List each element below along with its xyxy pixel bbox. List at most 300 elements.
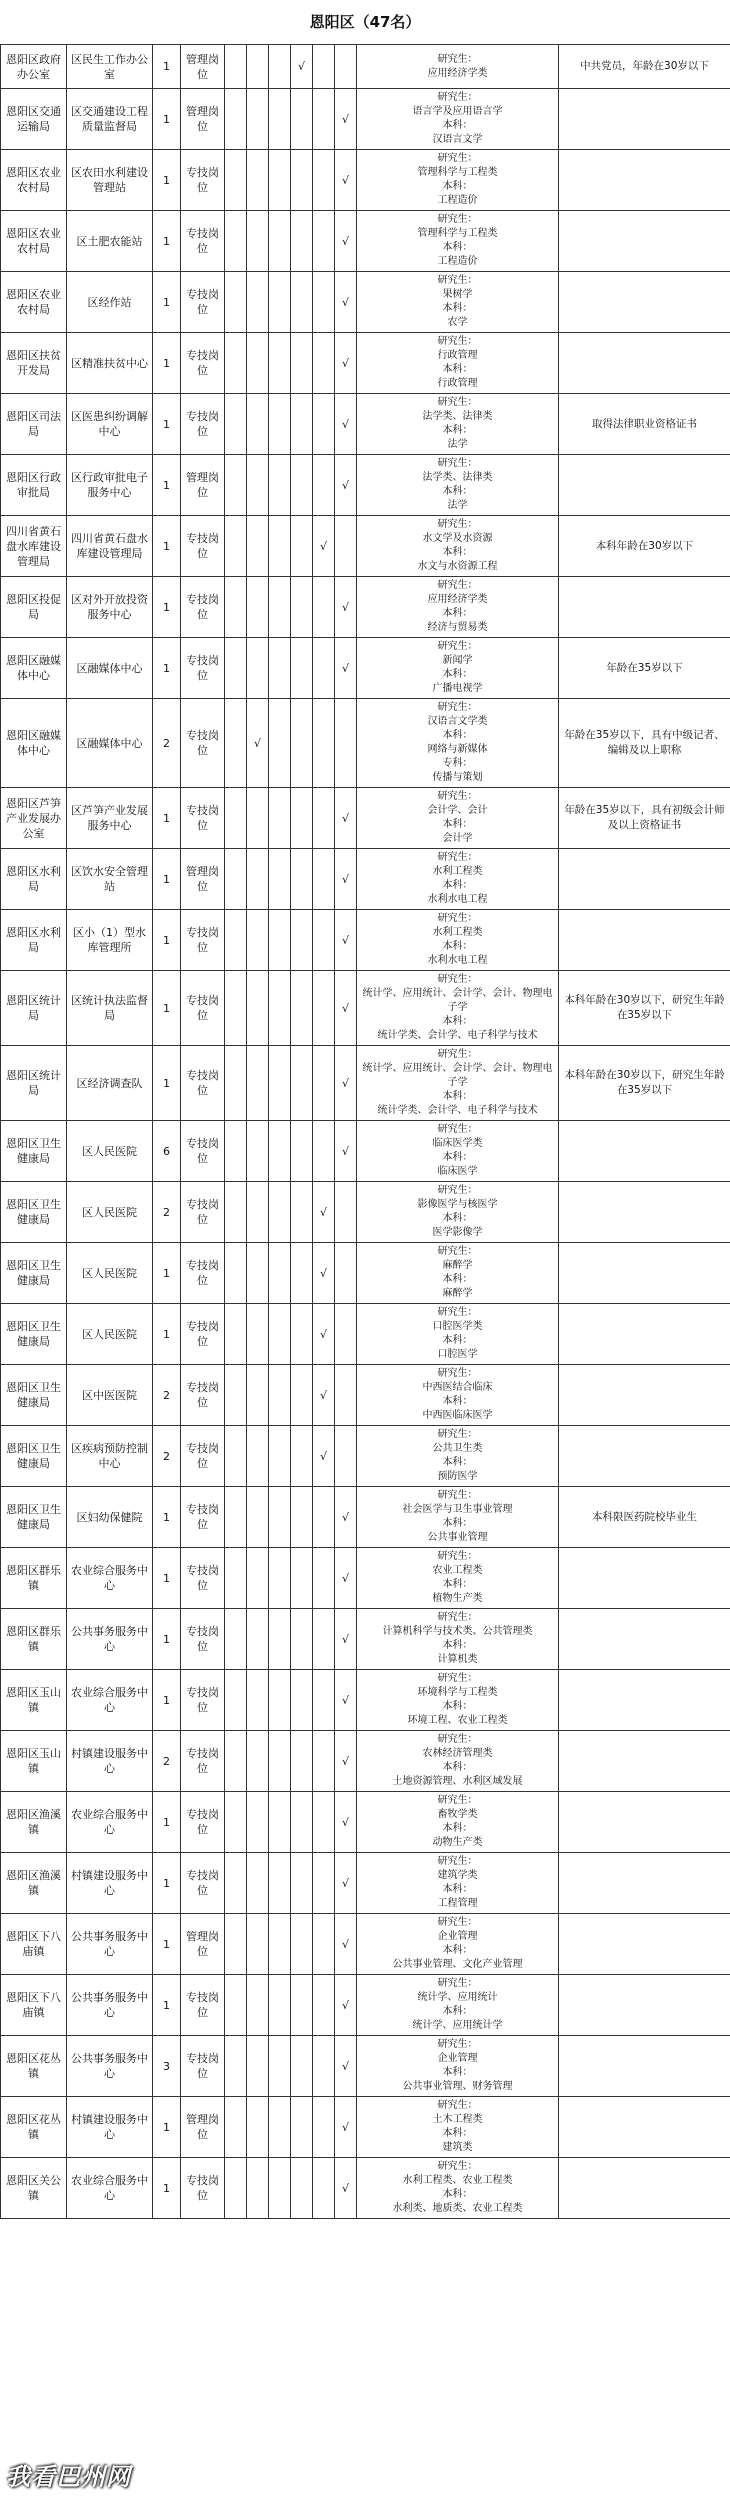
note-cell	[559, 1426, 730, 1487]
table-row	[1, 1548, 730, 1609]
quota-cell: 1	[153, 1548, 181, 1609]
check-cell	[291, 1670, 313, 1731]
major-cell	[357, 1975, 559, 2036]
major-line: 植物生产类	[432, 1593, 483, 1604]
check-cell	[269, 1670, 291, 1731]
check-cell	[247, 1975, 269, 2036]
post-type-cell: 专技岗位	[181, 2036, 225, 2097]
note-cell: 本科年龄在30岁以下，研究生年龄在35岁以下	[559, 971, 730, 1046]
quota-cell: 1	[153, 394, 181, 455]
unit-cell: 恩阳区卫生健康局	[1, 1182, 67, 1243]
note-cell: 本科年龄在30岁以下	[559, 516, 730, 577]
major-line: 法学	[447, 500, 468, 511]
unit-cell: 恩阳区玉山镇	[1, 1731, 67, 1792]
check-cell	[247, 2036, 269, 2097]
check-cell	[225, 45, 247, 89]
major-line: 研究生：	[437, 1978, 478, 1989]
table-row	[1, 1853, 730, 1914]
quota-cell: 1	[153, 272, 181, 333]
check-cell	[247, 1914, 269, 1975]
major-line: 本科：	[442, 547, 473, 558]
check-cell	[269, 1975, 291, 2036]
recruitment-table	[0, 44, 730, 2219]
major-line: 本科：	[442, 303, 473, 314]
check-cell	[269, 1046, 291, 1121]
note-cell: 年龄在35岁以下，具有初级会计师及以上资格证书	[559, 788, 730, 849]
check-cell	[225, 1792, 247, 1853]
check-cell	[247, 577, 269, 638]
check-cell	[269, 2036, 291, 2097]
major-cell	[357, 89, 559, 150]
watermark-logo: 我看巴州网	[6, 2463, 131, 2491]
post-type-cell: 专技岗位	[181, 150, 225, 211]
check-cell	[225, 150, 247, 211]
check-cell	[313, 455, 335, 516]
check-cell	[291, 2036, 313, 2097]
major-line: 农学	[447, 317, 468, 328]
quota-cell: 1	[153, 2097, 181, 2158]
note-cell	[559, 272, 730, 333]
check-cell	[269, 1182, 291, 1243]
major-line: 计算机类	[437, 1654, 478, 1665]
check-cell	[225, 849, 247, 910]
major-line: 研究生：	[437, 1185, 478, 1196]
post-type-cell: 专技岗位	[181, 1670, 225, 1731]
check-cell	[225, 1731, 247, 1792]
quota-cell: 1	[153, 1975, 181, 2036]
check-cell	[247, 2097, 269, 2158]
check-cell	[313, 333, 335, 394]
check-cell	[313, 910, 335, 971]
major-line: 畜牧学类	[437, 1809, 478, 1820]
check-cell: √	[335, 1731, 357, 1792]
note-cell	[559, 1365, 730, 1426]
major-line: 口腔医学类	[432, 1321, 483, 1332]
check-cell	[269, 89, 291, 150]
unit-cell: 恩阳区投促局	[1, 577, 67, 638]
department-cell: 四川省黄石盘水库建设管理局	[67, 516, 153, 577]
check-cell	[291, 455, 313, 516]
major-line: 研究生：	[437, 791, 478, 802]
major-line: 研究生：	[437, 458, 478, 469]
major-line: 本科：	[442, 941, 473, 952]
major-line: 工程造价	[437, 256, 478, 267]
unit-cell: 恩阳区农业农村局	[1, 211, 67, 272]
note-cell	[559, 2097, 730, 2158]
check-cell	[291, 1731, 313, 1792]
department-cell: 区融媒体中心	[67, 699, 153, 788]
major-line: 水利工程类、农业工程类	[402, 2175, 513, 2186]
check-cell	[313, 45, 335, 89]
check-cell	[225, 333, 247, 394]
unit-cell: 恩阳区渔溪镇	[1, 1853, 67, 1914]
unit-cell: 恩阳区交通运输局	[1, 89, 67, 150]
unit-cell: 恩阳区关公镇	[1, 2158, 67, 2219]
major-line: 影像医学与核医学	[417, 1199, 498, 1210]
check-cell	[225, 1975, 247, 2036]
department-cell: 区疾病预防控制中心	[67, 1426, 153, 1487]
quota-cell: 1	[153, 971, 181, 1046]
check-cell	[247, 1731, 269, 1792]
check-cell	[247, 1243, 269, 1304]
check-cell	[269, 1853, 291, 1914]
major-line: 公共事业管理	[427, 1532, 488, 1543]
table-row	[1, 1670, 730, 1731]
major-cell	[357, 1046, 559, 1121]
quota-cell: 1	[153, 2158, 181, 2219]
major-line: 果树学	[442, 289, 473, 300]
quota-cell: 1	[153, 1670, 181, 1731]
check-cell	[313, 2158, 335, 2219]
post-type-cell: 专技岗位	[181, 272, 225, 333]
check-cell	[313, 1487, 335, 1548]
quota-cell: 1	[153, 89, 181, 150]
department-cell: 区妇幼保健院	[67, 1487, 153, 1548]
department-cell: 公共事务服务中心	[67, 2036, 153, 2097]
major-line: 统计学、应用统计学	[412, 2020, 503, 2031]
check-cell: √	[335, 211, 357, 272]
major-line: 研究生：	[437, 974, 478, 985]
check-cell	[313, 1121, 335, 1182]
check-cell	[291, 394, 313, 455]
major-line: 研究生：	[437, 2100, 478, 2111]
major-cell	[357, 1548, 559, 1609]
check-cell	[225, 1426, 247, 1487]
major-line: 本科：	[442, 1457, 473, 1468]
department-cell: 区饮水安全管理站	[67, 849, 153, 910]
major-cell	[357, 2158, 559, 2219]
check-cell	[247, 89, 269, 150]
unit-cell: 恩阳区融媒体中心	[1, 699, 67, 788]
major-line: 研究生：	[437, 1551, 478, 1562]
major-line: 研究生：	[437, 1795, 478, 1806]
major-line: 网络与新媒体	[427, 744, 488, 755]
department-cell: 公共事务服务中心	[67, 1609, 153, 1670]
check-cell	[291, 1243, 313, 1304]
quota-cell: 1	[153, 455, 181, 516]
check-cell	[269, 1365, 291, 1426]
post-type-cell: 专技岗位	[181, 1121, 225, 1182]
check-cell	[225, 699, 247, 788]
table-row	[1, 788, 730, 849]
major-line: 水文与水资源工程	[417, 561, 498, 572]
check-cell	[313, 2097, 335, 2158]
major-line: 农业工程类	[432, 1565, 483, 1576]
check-cell: √	[247, 699, 269, 788]
check-cell	[291, 1487, 313, 1548]
major-line: 本科：	[442, 880, 473, 891]
unit-cell: 恩阳区卫生健康局	[1, 1487, 67, 1548]
note-cell	[559, 1304, 730, 1365]
check-cell	[291, 1792, 313, 1853]
unit-cell: 恩阳区司法局	[1, 394, 67, 455]
major-line: 工程管理	[437, 1898, 478, 1909]
post-type-cell: 专技岗位	[181, 1487, 225, 1548]
check-cell	[313, 1914, 335, 1975]
check-cell	[313, 1731, 335, 1792]
post-type-cell: 专技岗位	[181, 788, 225, 849]
check-cell	[269, 272, 291, 333]
major-line: 行政管理	[437, 378, 478, 389]
check-cell	[313, 699, 335, 788]
unit-cell: 恩阳区卫生健康局	[1, 1304, 67, 1365]
major-line: 水利类、地质类、农业工程类	[392, 2203, 523, 2214]
unit-cell: 恩阳区下八庙镇	[1, 1914, 67, 1975]
table-row	[1, 971, 730, 1046]
check-cell: √	[335, 971, 357, 1046]
table-row	[1, 1046, 730, 1121]
check-cell	[247, 1046, 269, 1121]
unit-cell: 恩阳区统计局	[1, 1046, 67, 1121]
check-cell	[313, 89, 335, 150]
unit-cell: 恩阳区花丛镇	[1, 2036, 67, 2097]
post-type-cell: 专技岗位	[181, 910, 225, 971]
check-cell	[335, 699, 357, 788]
major-line: 本科：	[442, 364, 473, 375]
recruitment-table-wrap	[0, 44, 730, 2219]
check-cell: √	[313, 1365, 335, 1426]
note-cell	[559, 1975, 730, 2036]
major-line: 本科：	[442, 2128, 473, 2139]
check-cell	[269, 455, 291, 516]
major-line: 法学类、法律类	[422, 411, 493, 422]
major-cell	[357, 1792, 559, 1853]
check-cell	[291, 516, 313, 577]
major-line: 本科：	[442, 1152, 473, 1163]
check-cell	[247, 272, 269, 333]
major-line: 本科：	[442, 1579, 473, 1590]
post-type-cell: 专技岗位	[181, 577, 225, 638]
major-line: 研究生：	[437, 641, 478, 652]
check-cell	[291, 1121, 313, 1182]
quota-cell: 1	[153, 1243, 181, 1304]
note-cell	[559, 1548, 730, 1609]
check-cell	[313, 1792, 335, 1853]
check-cell	[247, 333, 269, 394]
major-line: 本科：	[442, 1396, 473, 1407]
check-cell: √	[335, 788, 357, 849]
department-cell: 农业综合服务中心	[67, 2158, 153, 2219]
quota-cell: 1	[153, 150, 181, 211]
check-cell: √	[313, 1243, 335, 1304]
quota-cell: 1	[153, 577, 181, 638]
check-cell	[269, 699, 291, 788]
check-cell	[225, 788, 247, 849]
post-type-cell: 专技岗位	[181, 333, 225, 394]
major-cell	[357, 971, 559, 1046]
post-type-cell: 专技岗位	[181, 2158, 225, 2219]
major-line: 会计学、会计	[427, 805, 488, 816]
note-cell	[559, 455, 730, 516]
major-line: 企业管理	[437, 1931, 478, 1942]
major-line: 本科：	[442, 1016, 473, 1027]
check-cell	[247, 1182, 269, 1243]
major-line: 本科：	[442, 1884, 473, 1895]
note-cell	[559, 1792, 730, 1853]
table-row	[1, 45, 730, 89]
check-cell	[313, 2036, 335, 2097]
major-line: 本科：	[442, 1274, 473, 1285]
check-cell	[247, 1426, 269, 1487]
table-row	[1, 910, 730, 971]
major-line: 经济与贸易类	[427, 622, 488, 633]
major-line: 本科：	[442, 486, 473, 497]
major-line: 本科：	[442, 669, 473, 680]
table-row	[1, 2097, 730, 2158]
check-cell	[247, 1487, 269, 1548]
department-cell: 区经济调查队	[67, 1046, 153, 1121]
check-cell	[291, 333, 313, 394]
table-row	[1, 272, 730, 333]
unit-cell: 恩阳区卫生健康局	[1, 1121, 67, 1182]
post-type-cell: 管理岗位	[181, 849, 225, 910]
check-cell	[269, 516, 291, 577]
check-cell	[225, 1243, 247, 1304]
check-cell	[335, 1304, 357, 1365]
check-cell: √	[335, 1609, 357, 1670]
major-line: 土地资源管理、水利区域发展	[392, 1776, 523, 1787]
check-cell	[291, 89, 313, 150]
department-cell: 区融媒体中心	[67, 638, 153, 699]
post-type-cell: 专技岗位	[181, 211, 225, 272]
major-cell	[357, 1121, 559, 1182]
check-cell: √	[335, 333, 357, 394]
major-line: 麻醉学	[442, 1260, 473, 1271]
table-row	[1, 1792, 730, 1853]
table-row	[1, 2158, 730, 2219]
check-cell	[335, 1243, 357, 1304]
check-cell	[247, 2158, 269, 2219]
unit-cell: 恩阳区卫生健康局	[1, 1365, 67, 1426]
check-cell: √	[335, 394, 357, 455]
unit-cell: 恩阳区行政审批局	[1, 455, 67, 516]
major-line: 研究生：	[437, 702, 478, 713]
post-type-cell: 专技岗位	[181, 1975, 225, 2036]
unit-cell: 恩阳区统计局	[1, 971, 67, 1046]
major-line: 行政管理	[437, 350, 478, 361]
post-type-cell: 专技岗位	[181, 1182, 225, 1243]
check-cell	[335, 1365, 357, 1426]
check-cell	[247, 394, 269, 455]
unit-cell: 恩阳区扶贫开发局	[1, 333, 67, 394]
major-cell	[357, 2097, 559, 2158]
check-cell	[269, 45, 291, 89]
check-cell: √	[335, 638, 357, 699]
post-type-cell: 管理岗位	[181, 455, 225, 516]
note-cell	[559, 150, 730, 211]
check-cell: √	[335, 1914, 357, 1975]
check-cell	[313, 1046, 335, 1121]
post-type-cell: 专技岗位	[181, 1243, 225, 1304]
major-line: 统计学类、会计学、电子科学与技术	[377, 1105, 538, 1116]
quota-cell: 1	[153, 1609, 181, 1670]
major-line: 研究生：	[437, 397, 478, 408]
major-line: 研究生：	[437, 275, 478, 286]
unit-cell: 恩阳区玉山镇	[1, 1670, 67, 1731]
check-cell	[225, 971, 247, 1046]
quota-cell: 1	[153, 211, 181, 272]
post-type-cell: 专技岗位	[181, 1304, 225, 1365]
quota-cell: 6	[153, 1121, 181, 1182]
check-cell	[247, 1548, 269, 1609]
department-cell: 公共事务服务中心	[67, 1975, 153, 2036]
major-line: 研究生：	[437, 580, 478, 591]
check-cell	[291, 2097, 313, 2158]
check-cell: √	[335, 272, 357, 333]
quota-cell: 1	[153, 1304, 181, 1365]
department-cell: 区经作站	[67, 272, 153, 333]
major-line: 研究生：	[437, 1368, 478, 1379]
table-row	[1, 638, 730, 699]
check-cell: √	[335, 455, 357, 516]
check-cell	[225, 2158, 247, 2219]
major-cell	[357, 1304, 559, 1365]
major-line: 本科：	[442, 1945, 473, 1956]
major-line: 研究生：	[437, 92, 478, 103]
unit-cell: 恩阳区下八庙镇	[1, 1975, 67, 2036]
check-cell	[225, 1609, 247, 1670]
major-cell	[357, 1182, 559, 1243]
table-row	[1, 2036, 730, 2097]
unit-cell: 恩阳区群乐镇	[1, 1609, 67, 1670]
major-cell	[357, 333, 559, 394]
major-line: 研究生：	[437, 1246, 478, 1257]
post-type-cell: 管理岗位	[181, 89, 225, 150]
quota-cell: 1	[153, 910, 181, 971]
department-cell: 公共事务服务中心	[67, 1914, 153, 1975]
check-cell	[269, 577, 291, 638]
major-cell	[357, 516, 559, 577]
post-type-cell: 专技岗位	[181, 1853, 225, 1914]
check-cell	[291, 272, 313, 333]
note-cell	[559, 1121, 730, 1182]
quota-cell: 1	[153, 1914, 181, 1975]
department-cell: 区人民医院	[67, 1243, 153, 1304]
major-cell	[357, 849, 559, 910]
major-line: 研究生：	[437, 1612, 478, 1623]
check-cell	[225, 89, 247, 150]
major-cell	[357, 788, 559, 849]
major-line: 动物生产类	[432, 1837, 483, 1848]
unit-cell: 恩阳区水利局	[1, 849, 67, 910]
check-cell	[225, 577, 247, 638]
check-cell	[225, 1853, 247, 1914]
check-cell	[313, 1548, 335, 1609]
check-cell	[291, 638, 313, 699]
department-cell: 农业综合服务中心	[67, 1548, 153, 1609]
post-type-cell: 专技岗位	[181, 699, 225, 788]
major-line: 水利水电工程	[427, 955, 488, 966]
note-cell: 本科限医药院校毕业生	[559, 1487, 730, 1548]
quota-cell: 1	[153, 788, 181, 849]
major-cell	[357, 211, 559, 272]
check-cell	[269, 1548, 291, 1609]
check-cell: √	[335, 1548, 357, 1609]
table-row	[1, 1365, 730, 1426]
check-cell	[291, 788, 313, 849]
quota-cell: 2	[153, 1731, 181, 1792]
check-cell	[269, 2158, 291, 2219]
check-cell	[291, 1182, 313, 1243]
major-line: 本科：	[442, 2189, 473, 2200]
department-cell: 区人民医院	[67, 1182, 153, 1243]
table-row	[1, 577, 730, 638]
note-cell: 取得法律职业资格证书	[559, 394, 730, 455]
check-cell: √	[291, 45, 313, 89]
table-row	[1, 1731, 730, 1792]
note-cell	[559, 1670, 730, 1731]
department-cell: 区农田水利建设管理站	[67, 150, 153, 211]
